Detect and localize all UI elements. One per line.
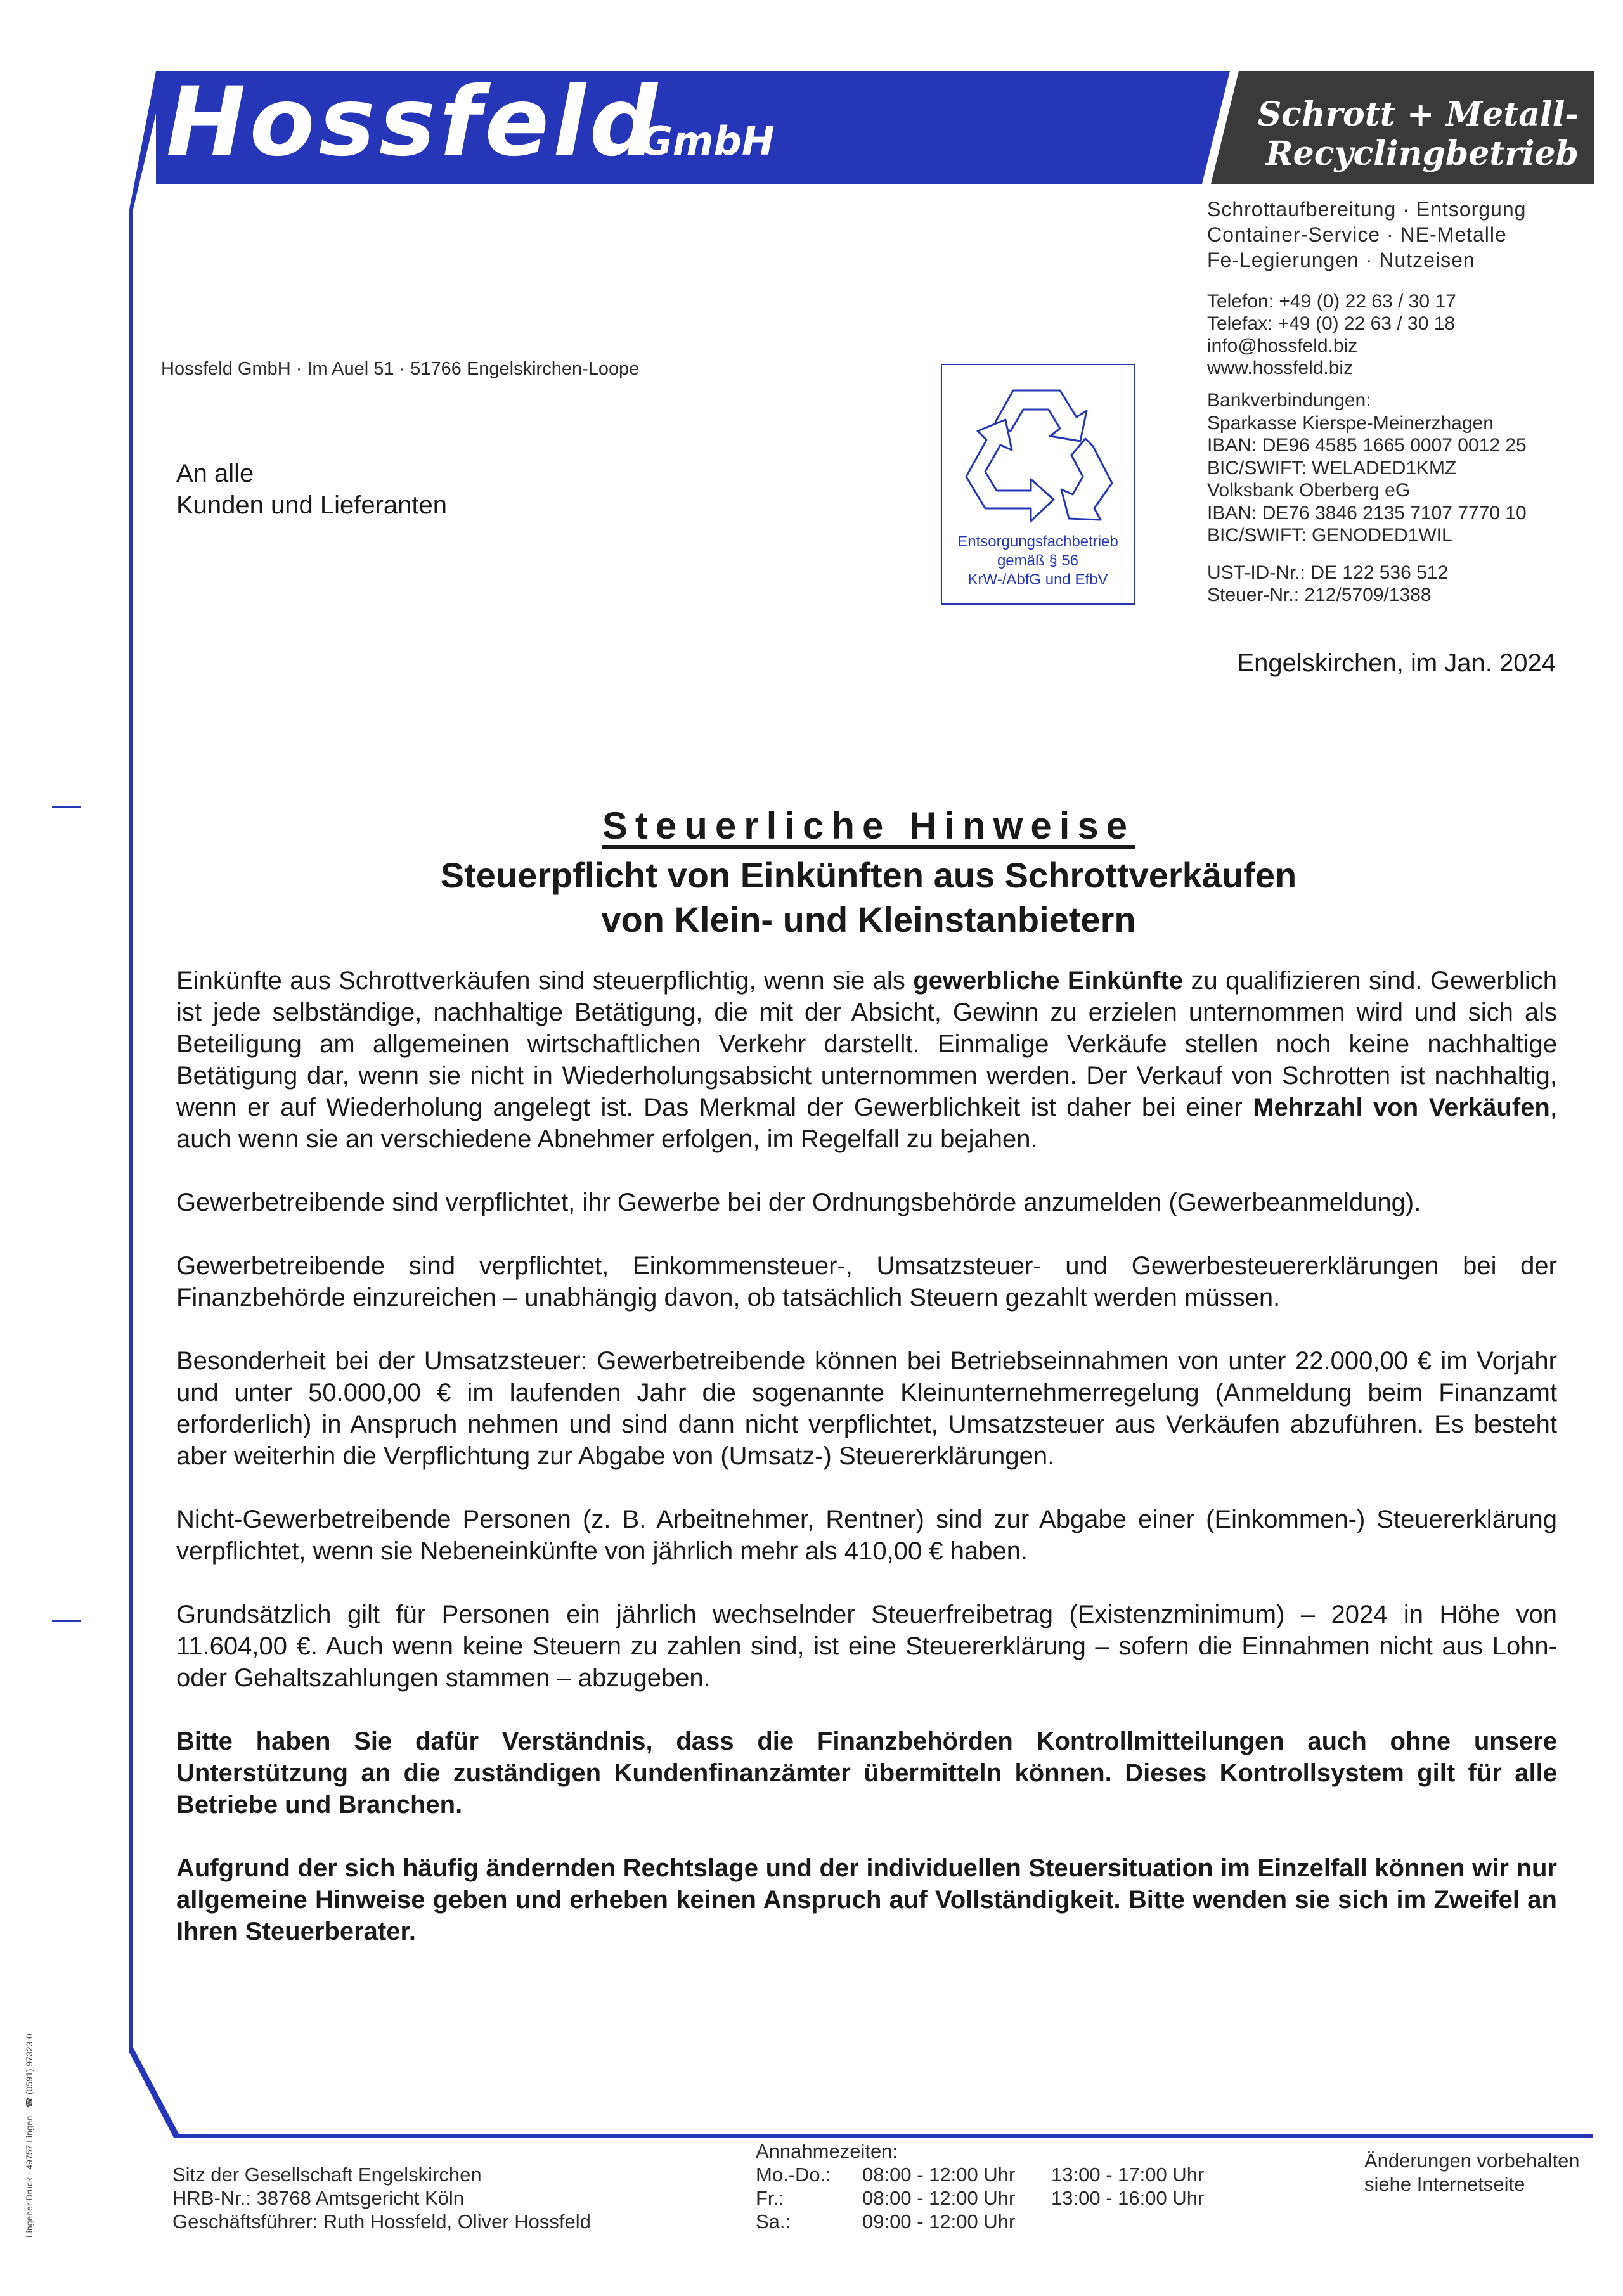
tagline-line-1: Schrott + Metall- [1257, 95, 1579, 134]
services-list [1207, 197, 1526, 273]
paragraph-1-emphasis: Mehrzahl von Verkäufen [1253, 1093, 1550, 1121]
hours-title: Annahmezeiten: [756, 2140, 898, 2162]
hours-morning: 08:00 - 12:00 Uhr [862, 2187, 1016, 2209]
seal-line: Entsorgungsfachbetrieb [957, 533, 1118, 550]
bank-line: BIC/SWIFT: GENODED1WIL [1207, 525, 1452, 546]
service-line: Container-Service · NE-Metalle [1207, 223, 1507, 246]
footer-line: Änderungen vorbehalten [1364, 2150, 1580, 2172]
bank-line: Bankverbindungen: [1207, 390, 1371, 411]
hours-day: Fr.: [756, 2187, 784, 2209]
subtitle-line-1: Steuerpflicht von Einkünften aus Schrottverkäufen [440, 855, 1297, 895]
paragraph-1 [176, 965, 1557, 1155]
footer-notice [1364, 2149, 1580, 2196]
paragraph-1-text: zu qualifizieren sind. Gewerblich ist jede selbständige, nachhaltige Betätigung, die mit der Absicht, Gewinn zu erzielen unternommen wird und sich als Beteiligung am allgemeinen wirtschaftlichen Verkehr darstellt. Einmalige Verkäufe stellen noch keine nachhaltige Betätigung dar, wenn sie nicht in Wiederholungsabsicht unternommen werden. Der Verkauf von Schrotten ist nachhaltig, wenn er auf Wiederholung angelegt ist. Das Merkmal der Gewerblichkeit ist daher bei einer [176, 967, 1557, 1121]
paragraph-4: Besonderheit bei der Umsatzsteuer: Gewerbetreibende können bei Betriebseinnahmen von unter 22.000,00 € im Vorjahr und unter 50.000,00 € im laufenden Jahr die sogenannte Kleinunternehmerregelung (Anmeldung beim Finanzamt erforderlich) in Anspruch nehmen und sind dann nicht verpflichtet, Umsatzsteuer aus Verkäufen abzuführen. Es besteht aber weiterhin die Verpflichtung zur Abgabe von (Umsatz-) Steuererklärungen. [176, 1347, 1557, 1470]
certification-seal [941, 364, 1135, 605]
paragraph-2: Gewerbetreibende sind verpflichtet, ihr Gewerbe bei der Ordnungsbehörde anzumelden (Gewerbeanmeldung). [176, 1189, 1421, 1216]
sender-line: Hossfeld GmbH · Im Auel 51 · 51766 Engelskirchen-Loope [161, 359, 640, 379]
hours-day: Sa.: [756, 2210, 791, 2233]
company-tagline [1224, 95, 1579, 174]
date-line: Engelskirchen, im Jan. 2024 [1237, 649, 1556, 677]
paragraph-5: Nicht-Gewerbetreibende Personen (z. B. Arbeitnehmer, Rentner) sind zur Abgabe einer (Einkommen-) Steuererklärung verpflichtet, wenn sie Nebeneinkünfte von jährlich mehr als 410,00 € haben. [176, 1506, 1557, 1565]
footer-line: HRB-Nr.: 38768 Amtsgericht Köln [172, 2187, 465, 2209]
punch-mark [52, 1620, 81, 1622]
paragraph-7: Bitte haben Sie dafür Verständnis, dass die Finanzbehörden Kontrollmitteilungen auch ohne unsere Unterstützung an die zuständigen Kundenfinanzämter übermitteln können. Dieses Kontrollsystem gilt für alle Betriebe und Branchen. [176, 1727, 1557, 1819]
bank-line: BIC/SWIFT: WELADED1KMZ [1207, 457, 1457, 479]
fold-mark [52, 806, 81, 808]
hours-afternoon [1051, 2210, 1204, 2233]
hours-row [756, 2163, 1204, 2186]
vat-id: UST-ID-Nr.: DE 122 536 512 [1207, 562, 1449, 583]
bank-line: Volksbank Oberberg eG [1207, 480, 1411, 501]
subtitle-line-2: von Klein- und Kleinstanbietern [601, 900, 1136, 939]
printer-note: Lingener Druck · 49757 Lingen · ☎ (0591) 97323-0 [24, 2034, 34, 2238]
website-link[interactable]: www.hossfeld.biz [1207, 358, 1354, 378]
paragraph-3: Gewerbetreibende sind verpflichtet, Einkommensteuer-, Umsatzsteuer- und Gewerbesteuererklärungen bei der Finanzbehörde einzureichen – unabhängig davon, ob tatsächlich Steuern gezahlt werden müssen. [176, 1252, 1557, 1312]
tagline-line-2: Recyclingbetrieb [1265, 134, 1579, 173]
document-title: Steuerliche Hinweise [602, 804, 1135, 847]
paragraph-1-emphasis: gewerbliche Einkünfte [913, 967, 1184, 995]
opening-hours [756, 2163, 1204, 2233]
footer-line: Geschäftsführer: Ruth Hossfeld, Oliver Hossfeld [172, 2210, 591, 2233]
company-logo-suffix: GmbH [640, 118, 775, 164]
seal-text [942, 532, 1134, 590]
hours-afternoon: 13:00 - 16:00 Uhr [1051, 2187, 1205, 2209]
tax-block [1207, 562, 1448, 606]
tax-number: Steuer-Nr.: 212/5709/1388 [1207, 584, 1432, 605]
seal-line: gemäß § 56 [997, 552, 1079, 569]
recipient-block [176, 458, 447, 521]
paragraph-8: Aufgrund der sich häufig ändernden Rechtslage und der individuellen Steuersituation im Einzelfall können wir nur allgemeine Hinweise geben und erheben keinen Anspruch auf Vollständigkeit. Bitte wenden sie sich im Zweifel an Ihren Steuerberater. [176, 1854, 1557, 1945]
paragraph-6: Grundsätzlich gilt für Personen ein jährlich wechselnder Steuerfreibetrag (Existenzminimum) – 2024 in Höhe von 11.604,00 €. Auch wenn keine Steuern zu zahlen sind, ist eine Steuererklärung – sofern die Einnahmen nicht aus Lohn- oder Gehaltszahlungen stammen – abzugeben. [176, 1601, 1557, 1692]
hours-day: Mo.-Do.: [756, 2164, 831, 2186]
paragraph-1-text: , auch wenn sie an verschiedene Abnehmer erfolgen, im Regelfall zu bejahen. [176, 1093, 1557, 1153]
fax: Telefax: +49 (0) 22 63 / 30 18 [1207, 313, 1456, 334]
seal-line: KrW-/AbfG und EfbV [967, 571, 1108, 588]
bank-line: IBAN: DE76 3846 2135 7107 7770 10 [1207, 502, 1527, 524]
company-logo: Hossfeld [166, 67, 661, 177]
footer-company [172, 2163, 591, 2233]
email-link[interactable]: info@hossfeld.biz [1207, 335, 1358, 356]
recipient-line: Kunden und Lieferanten [176, 491, 448, 519]
contact-block [1207, 290, 1456, 379]
footer-line: siehe Internetseite [1364, 2173, 1525, 2195]
paragraph-1-text: Einkünfte aus Schrottverkäufen sind steuerpflichtig, wenn sie als [176, 967, 914, 995]
hours-morning: 08:00 - 12:00 Uhr [862, 2164, 1016, 2186]
footer-line: Sitz der Gesellschaft Engelskirchen [172, 2164, 482, 2186]
hours-row [756, 2210, 1204, 2233]
bank-line: Sparkasse Kierspe-Meinerzhagen [1207, 412, 1494, 434]
bank-line: IBAN: DE96 4585 1665 0007 0012 25 [1207, 435, 1527, 456]
hours-morning: 09:00 - 12:00 Uhr [862, 2210, 1016, 2233]
recycling-icon [942, 365, 1136, 530]
hours-afternoon: 13:00 - 17:00 Uhr [1051, 2164, 1205, 2186]
recipient-line: An alle [176, 460, 254, 487]
service-line: Schrottaufbereitung · Entsorgung [1207, 198, 1527, 221]
phone: Telefon: +49 (0) 22 63 / 30 17 [1207, 291, 1456, 312]
service-line: Fe-Legierungen · Nutzeisen [1207, 248, 1475, 271]
bank-block [1207, 389, 1527, 547]
letter-body [176, 965, 1557, 1979]
hours-row [756, 2186, 1204, 2210]
document-subtitle [0, 853, 1623, 942]
